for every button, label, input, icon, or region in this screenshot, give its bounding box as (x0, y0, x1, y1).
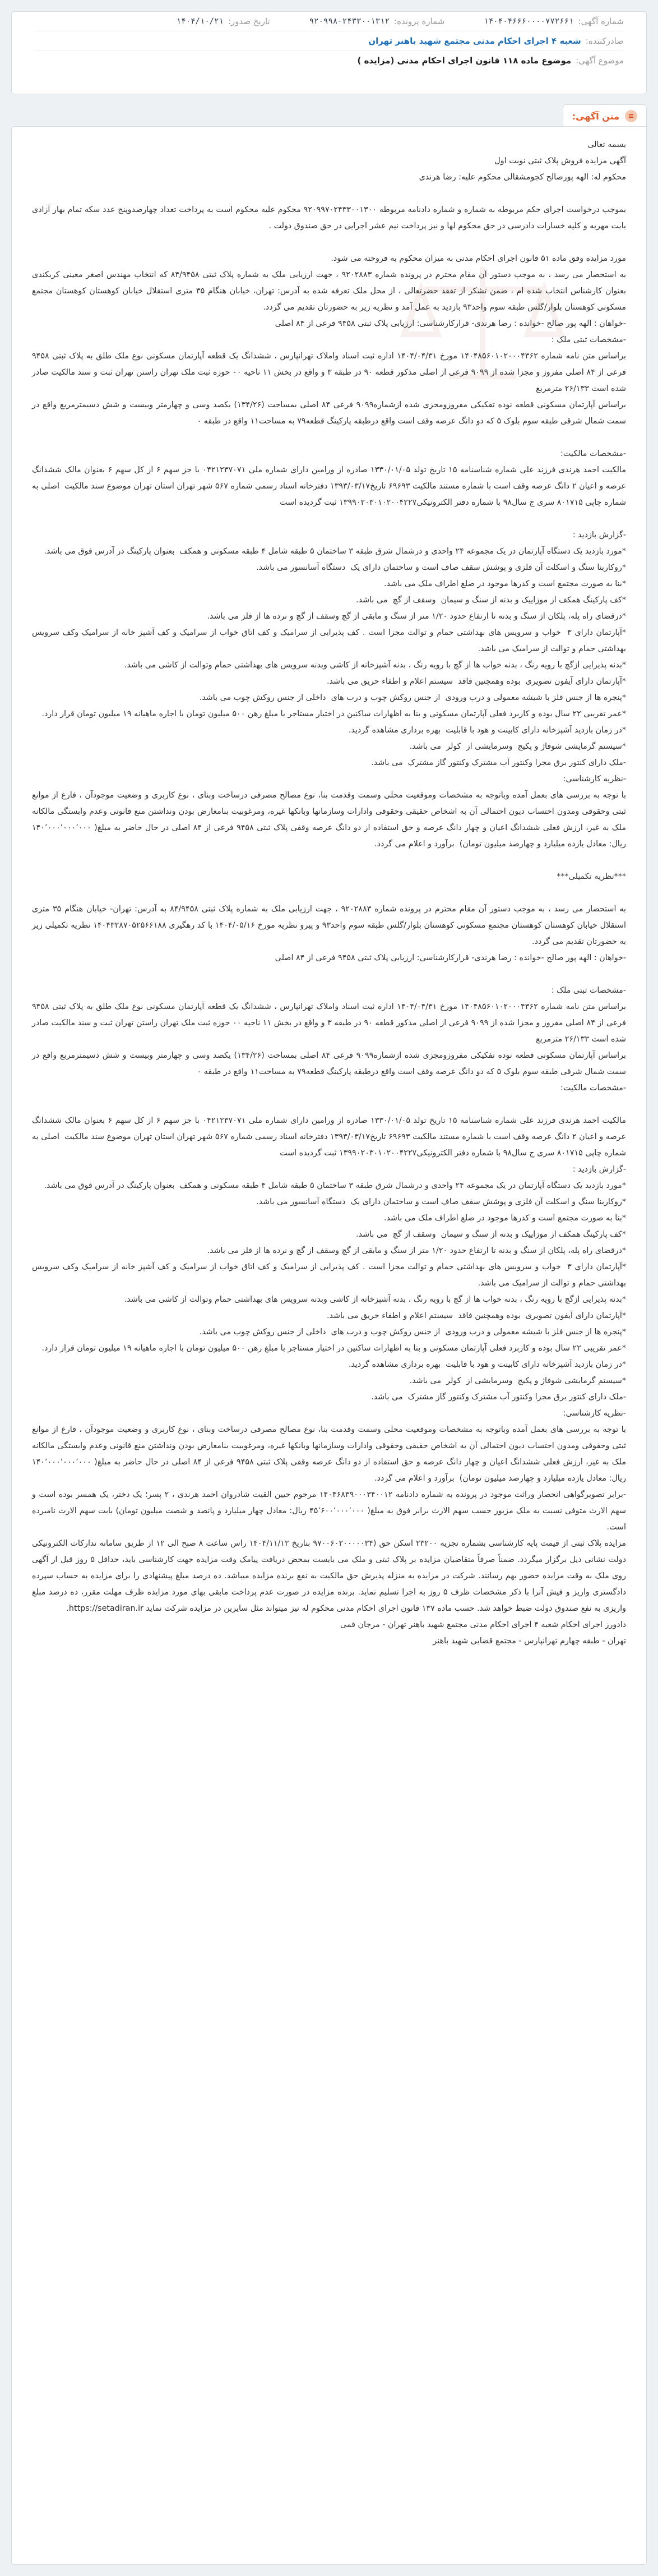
notice-paragraph: *عمر تقریبی ۲۲ سال بوده و کاربرد فعلی آپارتمان مسکونی و بنا به اظهارات ساکنین در اختیار مستاجر با مبلغ رهن ۵۰۰ میلیون تومان با اجاره ماهیانه ۱۹ میلیون تومان قرار دارد. (41, 709, 626, 718)
notice-paragraph: مورد مزایده وفق ماده ۵۱ قانون اجرای احکام مدنی به میزان محکوم به فروخته می شود. (331, 254, 626, 263)
notice-paragraph: *در زمان بازدید آشپزخانه دارای کابینت و هود با قابلیت بهره برداری مشاهده گردید. (348, 1360, 626, 1369)
notice-paragraph: مالکیت احمد هرندی فرزند علی شماره شناسنامه ۱۵ تاریخ تولد ۱۳۳۰/۰۱/۰۵ صادره از ورامین دارای شماره ملی ۰۴۲۱۲۳۷۰۷۱ با جز سهم ۶ از کل سهم ۶ بعنوان مالک ششدانگ عرصه و اعیان ۲ دانگ عرصه وقف است با شماره مستند مالکیت ۶۹۶۹۳ تاریخ۱۳۹۳/۰۳/۱۷ دفترخانه اسناد رسمی شماره ۵۶۷ شهر تهران استان تهران موضوع سند مالکیت اصلی به شماره چاپی ۸۰۱۷۱۵ سری ج سال۹۸ با شماره دفتر الکترونیکی۱۳۹۹۰۲۰۳۰۱۰۲۰۰۴۲۲۷ ثبت گردیده است (29, 466, 627, 507)
notice-number: ۱۴۰۴۰۴۶۶۶۰۰۰۰۷۷۲۶۶۱ (484, 17, 574, 26)
notice-paragraph: محکوم له: الهه پورصالح کجومشقالی محکوم علیه: رضا هرندی (419, 173, 626, 182)
notice-paragraph: -خواهان : الهه پور صالح -خوانده : رضا هرندی- قرارکارشناسی: ارزیابی پلاک ثبتی ۹۴۵۸ فرعی از ۸۴ اصلی (275, 953, 626, 962)
notice-paragraph: *کف پارکینگ همکف از موزاییک و بدنه از سنگ و سیمان وسقف از گچ می باشد. (356, 1230, 626, 1239)
notice-paragraph: *بنا به صورت مجتمع است و کدرها موجود در ضلع اطراف ملک می باشد. (383, 1214, 626, 1223)
subject-text: موضوع ماده ۱۱۸ قانون اجرای احکام مدنی (مزایده ) (357, 56, 572, 66)
notice-paragraph: به استحضار می رسد ، به موجب دستور آن مقام محترم در پرونده شماره ۹۲۰۲۸۸۳ ، جهت ارزیابی ملک به شماره پلاک ثبتی ۸۴/۹۴۵۸ که انتخاب مهندس اصغر معینی کربکندی بعنوان کارشناس انتخاب شده ام ، ضمن تشکر از تفقد حضرتعالی ، از محل ملک تعرفه شده به آدرس: تهران، خیابان هنگام ۳۵ متری استقلال خیابان کوهستان کوهستان مجتمع مسکونی کوهستان بلوار/گلس طبقه سوم واحد۹۳ بازدید به عمل آمد و نظریه زیر به حضورتان تقدیم می گردد. (29, 270, 626, 312)
notice-paragraph: -گزارش بازدید : (572, 1165, 626, 1174)
notice-paragraph: بسمه تعالی (587, 140, 626, 149)
notice-paragraph: *روکاربنا سنگ و اسکلت آن فلزی و پوشش سقف صاف است و ساختمان دارای یک دستگاه آسانسور می باشد. (256, 1197, 626, 1206)
notice-paragraph: *در زمان بازدید آشپزخانه دارای کابینت و هود با قابلیت بهره برداری مشاهده گردید. (348, 726, 626, 735)
notice-paragraph: *بدنه پذیرایی ازگچ با رویه رنگ ، بدنه خواب ها از گچ با رویه رنگ ، بدنه آشپزخانه از کاشی وبدنه سرویس های بهداشتی حمام وتوالت از کاشی می باشد. (124, 1295, 626, 1304)
issue-date: ۱۴۰۴/۱۰/۲۱ (176, 17, 224, 26)
notice-paragraph: -گزارش بازدید : (572, 531, 626, 540)
subject-label: موضوع آگهی: (576, 56, 624, 66)
info-row-subject (34, 50, 624, 70)
notice-paragraph: -مشخصات مالکیت: (560, 1084, 626, 1093)
notice-paragraph: *کف پارکینگ همکف از موزاییک و بدنه از سنگ و سیمان وسقف از گچ می باشد. (356, 596, 626, 605)
notice-paragraph: -مشخصات ثبتی ملک : (551, 335, 626, 344)
notice-paragraph: -نظریه کارشناسی: (563, 775, 626, 784)
notice-paragraph: -ملک دارای کنتور برق مجزا وکنتور آب مشترک وکنتور گاز مشترک می باشد. (371, 758, 626, 767)
notice-paragraph: *سیستم گرمایشی شوفاژ و پکیج وسرمایشی از کولر می باشد. (409, 1376, 626, 1385)
notice-paragraph: به استحضار می رسد ، به موجب دستور آن مقام محترم در پرونده شماره ۹۲۰۲۸۸۳ ، جهت ارزیابی ملک به شماره پلاک ثبتی ۸۴/۹۴۵۸ به آدرس: تهران- خیابان هنگام ۳۵ متری استقلال خیابان کوهستان کوهستان مجتمع مسکونی کوهستان بلوار/گلس طبقه سوم واحد۹۳ و پیرو نظریه مورخ ۱۴۰۴/۰۵/۱۶ با کد رهگیری ۱۴۰۴۳۲۸۷۰۵۲۵۶۶۱۸۸ نظریه تکمیلی زیر به حضورتان تقدیم می گردد. (29, 905, 627, 946)
notice-paragraph: *سیستم گرمایشی شوفاژ و پکیج وسرمایشی از کولر می باشد. (409, 742, 626, 751)
notice-paragraph: *روکاربنا سنگ و اسکلت آن فلزی و پوشش سقف صاف است و ساختمان دارای یک دستگاه آسانسور می باشد. (256, 563, 626, 572)
notice-paragraph: *مورد بازدید یک دستگاه آپارتمان در یک مجموعه ۲۴ واحدی و درشمال شرق طبقه ۳ ساختمان ۵ طبقه شامل ۴ طبقه مسکونی و همکف بعنوان پارکینگ در آدرس فوق می باشد. (44, 547, 626, 556)
notice-paragraph: براساس آپارتمان مسکونی قطعه نوده تفکیکی مفروزومجزی شده ازشماره۹۰۹۹ فرعی ۸۴ اصلی بمساحت (۱۳۴/۲۶) یکصد وسی و چهارمتر وبیست و شش دسیمترمربع واقع در سمت شمال شرقی طبقه سوم بلوک ۵ که دو دانگ عرصه وقف است واقع درطبقه پارکینگ قطعه۷۹ به مساحت۱۱ واقع در طبقه ۰ (29, 1051, 627, 1076)
notice-paragraph: دادورز اجرای احکام شعبه ۴ اجرای احکام مدنی مجتمع شهید باهنر تهران - مرجان قمی (340, 1620, 626, 1629)
notice-paragraph: *درقضای راه پله، پلکان از سنگ و بدنه تا ارتفاع حدود ۱/۲۰ متر از سنگ و مابقی از گچ وسقف از گچ و نرده ها از فلز می باشد. (207, 1246, 626, 1255)
notice-paragraph: -برابر تصویرگواهی انحصار وراثت موجود در پرونده به شماره دادنامه ۱۴۰۴۶۸۳۹۰۰۰۳۴۰۰۱۲ مرحوم حیین القیت شادروان احمد هرندی ، ۲ پسر؛ یک دختر، یک همسر بوده است و سهم الارث متوفی نسبت به ملک مزبور حسب سهم الارث برابر فوق به مبلغ( ۴۵٬۶۰۰٬۰۰۰٬۰۰۰ ریال: معادل چهار میلیارد و پانصد و شصت میلیون تومان) بابت سهم الارث نامبرده است. (29, 1490, 626, 1532)
notice-body-text (29, 137, 627, 1649)
notice-paragraph: *پنجره ها از جنس فلز با شیشه معمولی و درب ورودی از جنس روکش چوب و درب های داخلی از جنس روکش چوب می باشد. (199, 1328, 626, 1337)
notice-body (11, 126, 647, 2565)
notice-paragraph: *درقضای راه پله، پلکان از سنگ و بدنه تا ارتفاع حدود ۱/۲۰ متر از سنگ و مابقی از گچ وسقف از گچ و نرده ها از فلز می باشد. (207, 612, 626, 621)
case-number: ۹۲۰۹۹۸۰۲۴۳۳۰۰۱۳۱۲ (309, 17, 390, 26)
notice-number-label: شماره آگهی: (578, 16, 624, 26)
notice-paragraph: -خواهان : الهه پور صالح -خوانده : رضا هرندی- قرارکارشناسی: ارزیابی پلاک ثبتی ۹۴۵۸ فرعی از ۸۴ اصلی (275, 319, 626, 328)
notice-paragraph: براساس آپارتمان مسکونی قطعه نوده تفکیکی مفروزومجزی شده ازشماره۹۰۹۹ فرعی ۸۴ اصلی بمساحت (۱۳۴/۲۶) یکصد وسی و چهارمتر وبیست و شش دسیمترمربع واقع در سمت شمال شرقی طبقه سوم بلوک ۵ که دو دانگ عرصه وقف است واقع درطبقه پارکینگ قطعه۷۹ به مساحت۱۱ واقع در طبقه ۰ (29, 400, 627, 426)
case-number-label: شماره پرونده: (394, 16, 445, 26)
notice-paragraph: تهران - طبقه چهارم تهرانپارس - مجتمع قضایی شهید باهنر (433, 1637, 626, 1646)
issuer-name: شعبه ۴ اجرای احکام مدنی مجتمع شهید باهنر تهران (368, 36, 581, 46)
notice-paragraph: -مشخصات ثبتی ملک : (551, 986, 626, 995)
notice-paragraph: -ملک دارای کنتور برق مجزا وکنتور آب مشترک وکنتور گاز مشترک می باشد. (371, 1393, 626, 1402)
notice-paragraph: *عمر تقریبی ۲۲ سال بوده و کاربرد فعلی آپارتمان مسکونی و بنا به اظهارات ساکنین در اختیار مستاجر با مبلغ رهن ۵۰۰ میلیون تومان با اجاره ماهیانه ۱۹ میلیون تومان قرار دارد. (41, 1344, 626, 1353)
notice-paragraph: با توجه به بررسی های بعمل آمده وباتوجه به مشخصات وموقعیت محلی وسمت وقدمت بنا، نوع مصالح مصرفی درساخت وبنای ، نوع کاربری و وضعیت موجودآن ، فارغ از موانع ثبتی وحقوقی ومدون احتساب دیون احتمالی آن به اشخاص حقیقی وحقوقی وادارات وسازمانها وبانکها غیره، ومرغوبیت بنامعارض بودن ونداشتن منع قانونی وعدم وابستگی مالکانه ملک به غیر، ارزش فعلی ششدانگ اعیان و چهار دانگ عرصه و حق استفاده از دو دانگ عرصه وقفی پلاک ثبتی ۹۴۵۸ فرعی از ۸۴ اصلی در حال حاضر به مبلغ( ۱۴۰٬۰۰۰٬۰۰۰٬۰۰۰ ریال: معادل یازده میلیارد و چهارصد میلیون تومان) برآورد و اعلام می گردد. (29, 791, 626, 849)
info-row-issuer (34, 31, 624, 50)
notice-info-card (11, 11, 647, 94)
notice-paragraph: *آپارتمان دارای آیفون تصویری بوده وهمچنین فاقد سیستم اعلام و اطفاء حریق می باشد. (326, 1311, 626, 1320)
notice-paragraph: ***نظریه تکمیلی*** (557, 872, 626, 881)
notice-paragraph: مالکیت احمد هرندی فرزند علی شماره شناسنامه ۱۵ تاریخ تولد ۱۳۳۰/۰۱/۰۵ صادره از ورامین دارای شماره ملی ۰۴۲۱۲۳۷۰۷۱ با جز سهم ۶ از کل سهم ۶ بعنوان مالک ششدانگ عرصه و اعیان ۲ دانگ عرصه وقف است با شماره مستند مالکیت ۶۹۶۹۳ تاریخ۱۳۹۳/۰۳/۱۷ دفترخانه اسناد رسمی شماره ۵۶۷ شهر تهران استان تهران موضوع سند مالکیت اصلی به شماره چاپی ۸۰۱۷۱۵ سری ج سال۹۸ با شماره دفتر الکترونیکی۱۳۹۹۰۲۰۳۰۱۰۲۰۰۴۲۲۷ ثبت گردیده است (29, 1116, 627, 1158)
notice-paragraph: -مشخصات مالکیت: (560, 449, 626, 458)
notice-text-tab[interactable] (563, 104, 647, 127)
document-icon: ≡ (625, 110, 637, 122)
notice-paragraph: براساس متن نامه شماره ۱۴۰۴۸۵۶۰۱۰۲۰۰۰۴۳۶۲ مورخ ۱۴۰۴/۰۴/۳۱ اداره ثبت اسناد واملاک تهرانپارس ، ششدانگ یک قطعه آپارتمان مسکونی نوع ملک طلق به پلاک ثبتی ۹۴۵۸ فرعی از ۸۴ اصلی مفروز و مجزا شده از ۹۰۹۹ فرعی از اصلی مذکور قطعه ۹۰ در طبقه ۳ و واقع در بخش ۱۱ ناحیه ۰۰ حوزه ثبت ملک تهران راستن تهران ثبت و سند مالکیت صادر شده است ۲۶/۱۳۳ مترمربع (29, 352, 626, 393)
notice-paragraph: -نظریه کارشناسی: (563, 1409, 626, 1418)
notice-paragraph: *آپارتمان دارای ۳ خواب و سرویس های بهداشتی حمام و توالت مجزا است . کف پذیرایی از سرامیک و کف اتاق خواب از سرامیک و کف آشپز خانه از سرامیک وکف سرویس بهداشتی حمام و توالت از سرامیک می باشد. (29, 1262, 626, 1288)
issue-date-label: تاریخ صدور: (228, 16, 270, 26)
info-row-numbers (34, 12, 624, 31)
issuer-label: صادرکننده: (585, 36, 624, 46)
notice-paragraph: *مورد بازدید یک دستگاه آپارتمان در یک مجموعه ۲۴ واحدی و درشمال شرق طبقه ۳ ساختمان ۵ طبقه شامل ۴ طبقه مسکونی و همکف بعنوان پارکینگ در آدرس فوق می باشد. (44, 1181, 626, 1190)
notice-paragraph: بموجب درخواست اجرای حکم مربوطه به شماره و شماره دادنامه مربوطه ۹۲۰۹۹۷۰۲۴۳۳۰۰۱۳۰۰ محکوم علیه محکوم است به پرداخت تعداد چهارصدوپنج عدد سکه تمام بهار آزادی بابت مهریه و کلیه خسارات دادرسی در حق محکوم لها و نیز پرداخت نیم عشر اجرایی در حق صندوق دولت . (29, 205, 626, 231)
notice-paragraph: آگهی مزایده فروش پلاک ثبتی نوبت اول (494, 156, 626, 165)
notice-paragraph: با توجه به بررسی های بعمل آمده وباتوجه به مشخصات وموقعیت محلی وسمت وقدمت بنا، نوع مصالح مصرفی درساخت وبنای ، نوع کاربری و وضعیت موجودآن ، فارغ از موانع ثبتی وحقوقی ومدون احتساب دیون احتمالی آن به اشخاص حقیقی وحقوقی وادارات وسازمانها وبانکها غیره، ومرغوبیت بنامعارض بودن ونداشتن منع قانونی وعدم وابستگی مالکانه ملک به غیر، ارزش فعلی ششدانگ اعیان و چهار دانگ عرصه و حق استفاده از دو دانگ عرصه وقفی پلاک ثبتی ۹۴۵۸ فرعی از ۸۴ اصلی در حال حاضر به مبلغ( ۱۴۰٬۰۰۰٬۰۰۰٬۰۰۰ ریال: معادل یازده میلیارد و چهارصد میلیون تومان) برآورد و اعلام می گردد. (29, 1425, 626, 1483)
notice-paragraph: براساس متن نامه شماره ۱۴۰۴۸۵۶۰۱۰۲۰۰۰۴۳۶۲ مورخ ۱۴۰۴/۰۴/۳۱ اداره ثبت اسناد واملاک تهرانپارس ، ششدانگ یک قطعه آپارتمان مسکونی نوع ملک طلق به پلاک ثبتی ۹۴۵۸ فرعی از ۸۴ اصلی مفروز و مجزا شده از ۹۰۹۹ فرعی از اصلی مذکور قطعه ۹۰ در طبقه ۳ و واقع در بخش ۱۱ ناحیه ۰۰ حوزه ثبت ملک تهران راستن تهران ثبت و سند مالکیت صادر شده است ۲۶/۱۳۳ مترمربع (29, 1002, 626, 1044)
notice-paragraph: مزایده پلاک ثبتی از قیمت پایه کارشناسی بشماره تجزیه ۲۳۲۰۰ اسکن حق (۹۷۰۰۶۰۲۰۰۰۰۰۳۴ بتاریخ ۱۴۰۴/۱۱/۱۲ راس ساعت ۸ صبح الی ۱۲ از طریق سامانه تدارکات الکترونیکی دولت نشانی ذیل برگزار میگردد. ضمناً صرفاً متقاضیان مزایده بر پلاک ثبتی و ملک می بایست بمحض دریافت پیامک وقت مزایده جهت کارشناسی باید، حداقل ۵ روز قبل از آگهی روی ملک به وقت مزایده حضور بهم رسانند. شرکت در مزایده به منزله پذیرش حق مالکیت به نفع برنده مزایده میباشد. ده درصد مبلغ پیشنهادی را برای مزایده به حساب سپرده دادگستری واریز و فیش آنرا با ذکر مشخصات ظرف ۵ روز به اجرا تسلیم نماید. برنده مزایده در صورت عدم پرداخت مابقی بهای مورد مزایده ظرف مهلت مقرر، ده درصد مبلغ واریزی به نفع صندوق دولت ضبط خواهد شد. حسب ماده ۱۳۷ قانون اجرای احکام مدنی محکوم له نیز میتواند مثل سایرین در مزایده شرکت نماید https://setadiran.ir. (29, 1539, 627, 1613)
notice-paragraph: *بدنه پذیرایی ازگچ با رویه رنگ ، بدنه خواب ها از گچ با رویه رنگ ، بدنه آشپزخانه از کاشی وبدنه سرویس های بهداشتی حمام وتوالت از کاشی می باشد. (124, 661, 626, 670)
notice-paragraph: *آپارتمان دارای آیفون تصویری بوده وهمچنین فاقد سیستم اعلام و اطفاء حریق می باشد. (326, 677, 626, 686)
notice-text-tab-label: متن آگهی: (572, 110, 619, 122)
notice-paragraph: *پنجره ها از جنس فلز با شیشه معمولی و درب ورودی از جنس روکش چوب و درب های داخلی از جنس روکش چوب می باشد. (199, 693, 626, 702)
notice-paragraph: *بنا به صورت مجتمع است و کدرها موجود در ضلع اطراف ملک می باشد. (383, 579, 626, 588)
notice-paragraph: *آپارتمان دارای ۳ خواب و سرویس های بهداشتی حمام و توالت مجزا است . کف پذیرایی از سرامیک و کف اتاق خواب از سرامیک و کف آشپز خانه از سرامیک وکف سرویس بهداشتی حمام و توالت از سرامیک می باشد. (29, 628, 626, 653)
